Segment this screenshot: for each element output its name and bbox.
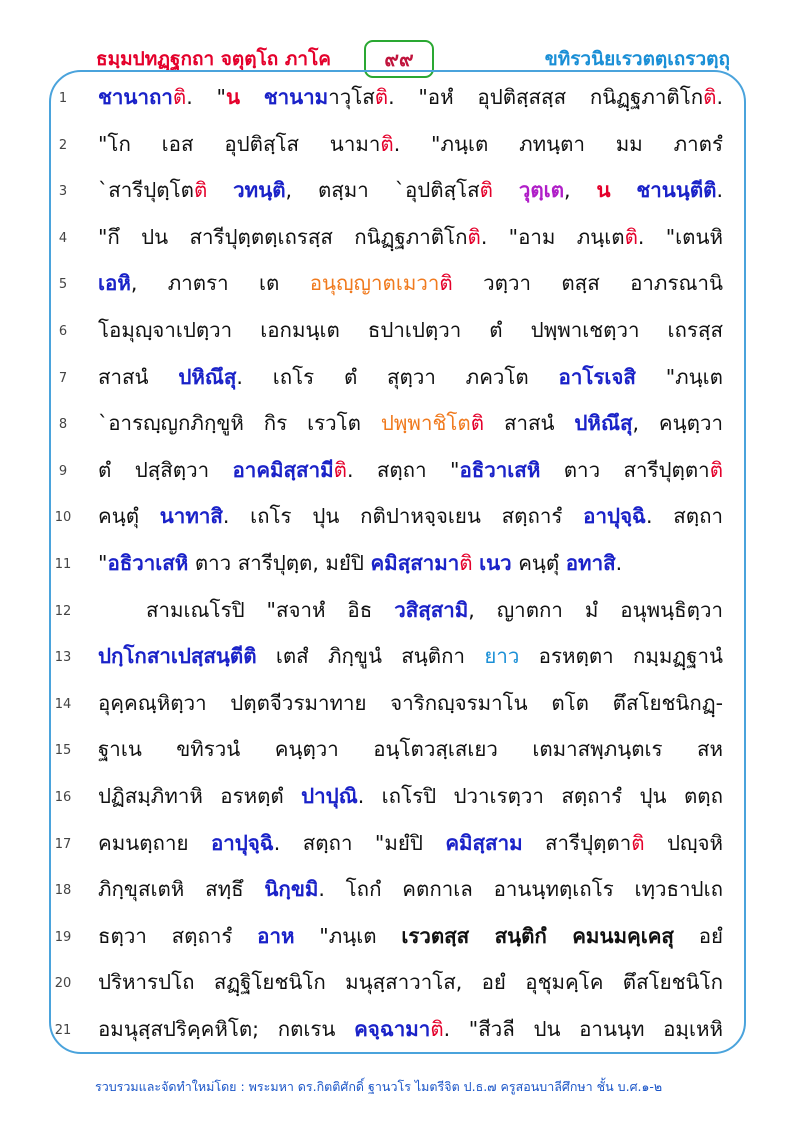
text-segment: . "เตนหิ [637,224,723,249]
line-number: 11 [54,557,72,572]
highlighted-word: ติ [470,411,485,436]
text-segment: . สตฺถา [645,504,723,529]
highlighted-word: นาทาสิ [159,504,223,529]
text-line [98,969,723,995]
highlighted-word: เนว [479,551,512,575]
line-number: 17 [54,836,72,852]
text-segment [240,85,264,109]
highlighted-word: อาโรเจสิ [558,364,636,389]
text-segment: . เถโร ปุน กติปาหจฺจเยน สตฺถารํ [222,504,584,529]
page-number-badge: ๙๙ [364,40,434,78]
line-number: 5 [58,277,68,293]
text-line [98,690,723,716]
line-number: 12 [54,603,72,619]
text-segment: ฐาเน ขทิรวนํ คนฺตฺวา อนฺโตวสฺเสเยว เตมาสพฺภนฺตเร สห [98,737,723,762]
text-segment: าวุโส [328,85,375,109]
highlighted-word: ติ [380,131,394,156]
text-line [98,410,723,436]
text-segment: . สตฺถา " [346,457,460,482]
text-segment: "โก เอส อุปติสฺโส นามา [98,131,381,156]
highlighted-word: เรวตสฺส สนฺติกํ คมนมคฺเคสุ [401,923,674,948]
highlighted-word: ปกฺโกสาเปสฺสนฺตีติ [98,644,257,669]
header-right-title: ขทิรวนิยเรวตตฺเถรวตฺถุ [544,48,730,70]
text-line [98,131,723,157]
highlighted-word: ติ [430,1017,444,1041]
highlighted-word: วุตฺเต [518,178,565,203]
text-line [98,597,723,623]
highlighted-word: วทนฺติ [233,178,286,203]
text-segment [610,178,636,202]
line-number: 18 [54,883,72,899]
text-line [98,830,723,856]
highlighted-word: น [225,85,240,109]
highlighted-word: ชานนฺ [636,178,690,203]
line-number: 13 [54,650,72,666]
highlighted-word: อธิวาเสหิ [459,457,541,482]
text-segment: , ภาตรา เต [130,271,310,296]
text-segment: " [98,551,108,575]
text-segment: ธตฺวา สตฺถารํ [98,923,258,948]
text-line [98,364,723,390]
highlighted-word: ชานาถา [98,85,173,109]
highlighted-word: ชานาม [263,85,329,109]
text-segment: โอมุญฺจาเปตฺวา เอกมนฺเต ธปาเปตฺวา ตํ ปพฺพาเชตฺวา เถรสฺส [98,318,723,342]
text-line [98,177,723,203]
text-line [98,643,723,669]
highlighted-word: อาปุจฺฉิ [210,830,274,855]
line-number: 7 [58,370,68,386]
highlighted-word: ตีติ [689,178,717,203]
highlighted-word: คจฺฉามา [354,1017,431,1041]
highlighted-word: ติ [703,85,717,109]
text-segment: . "อหํ อุปติสฺสสฺส กนิฏฺฐภาติโก [388,85,704,109]
text-segment: . [716,178,723,203]
text-segment: ภิกฺขุสเตหิ สทฺธึ [98,877,265,902]
text-segment: ตาว สารีปุตฺต, มยํปิ [188,551,371,575]
text-segment: ตาว สารีปุตฺตา [540,457,710,482]
text-segment: . โถกํ คตกาเล อานนฺทตฺเถโร เทฺวธาปเถ [318,877,723,902]
line-number: 4 [58,230,68,246]
text-segment: เตสํ ภิกฺขูนํ สนฺติกา [256,644,485,669]
header-left-title: ธมฺมปทฏฺฐกถา จตุตฺโถ ภาโค [96,48,332,70]
text-segment: , คนฺตฺวา [632,411,723,436]
text-segment: . สตฺถา "มยํปิ [273,830,446,855]
highlighted-word: นิกฺขมิ [264,877,319,902]
text-segment: , [564,178,597,203]
text-segment: คมนตฺถาย [98,830,211,855]
highlighted-word: ติ [333,457,347,482]
highlighted-word: เอหิ [98,271,131,296]
line-number: 8 [58,417,68,433]
highlighted-word: อาคมิสฺสามี [232,457,334,482]
text-segment: . เถโร ตํ สุตฺวา ภควโต [236,364,559,389]
line-number: 10 [54,510,72,526]
text-segment: . "ภนฺเต ภทนฺตา มม ภาตรํ [393,131,723,156]
highlighted-word: อนุญฺญาตเมวา [309,271,440,296]
line-number: 14 [54,696,72,712]
text-segment: อมนุสฺสปริคฺคหิโต; กตเรน [98,1017,355,1041]
text-segment: สาสนํ [484,411,575,436]
highlighted-word: ปหิณึสุ [178,364,237,389]
line-number: 21 [54,1023,72,1038]
text-segment: สาสนํ [98,364,179,389]
text-line [98,736,723,762]
line-number: 9 [58,463,68,479]
text-segment: คนฺตุํ [98,504,160,529]
highlighted-word: ติ [459,551,473,575]
text-segment: `อารญฺญกภิกฺขูหิ กิร เรวโต [98,411,381,436]
highlighted-word: ติ [374,85,389,109]
highlighted-word: ปาปุณิ [301,784,358,808]
text-segment: . "สีวลี ปน อานนฺท อมฺเหหิ [443,1017,723,1041]
text-segment [207,178,233,202]
highlighted-word: ติ [439,271,453,296]
text-segment: . " [186,85,226,109]
text-line [98,1016,723,1042]
highlighted-word: อทาสิ [565,551,616,575]
text-segment: , ญาตกา มํ อนุพนฺธิตฺวา [468,597,723,622]
text-line [98,84,723,110]
highlighted-word: วสิสฺสามิ [394,597,469,622]
text-segment: อุคฺคณฺหิตฺวา ปตฺตจีวรมาทาย จาริกญฺจรมาโน ตโต ตึสโยชนิกฏฺ- [98,690,723,715]
footer-credit: รวบรวมและจัดทำใหม่โดย : พระมหา ดร.กิตติศักดิ์ ฐานวโร ไมตรีจิต ป.ธ.๗ ครูสอนบาลีศึกษา ชั้น บ.ศ.๑-๒ [95,1079,663,1094]
text-segment: ปฏิสมฺภิทาหิ อรหตฺตํ [98,784,302,808]
text-line [98,317,723,343]
line-number: 2 [58,137,68,153]
text-line [98,876,723,902]
line-number: 3 [58,184,68,200]
text-segment: , ตสฺมา `อุปติสฺโส [285,178,480,203]
line-number: 19 [54,929,72,945]
highlighted-word: ติ [193,178,208,203]
highlighted-word: คมิสฺสามา [370,551,460,575]
text-segment: . "อาม ภนฺเต [480,224,625,249]
text-segment: ตํ ปสฺสิตฺวา [98,457,233,482]
highlighted-word: คมิสฺสาม [445,830,523,855]
text-segment: . [716,85,723,109]
highlighted-word: ติ [172,85,187,109]
line-number: 1 [58,91,68,106]
highlighted-word: น [596,178,611,203]
highlighted-word: ติ [467,224,481,249]
text-segment: . เถโรปิ ปวาเรตฺวา สตฺถารํ ปุน ตตฺถ [357,784,723,808]
text-segment: ปญฺจหิ [644,830,723,855]
highlighted-word: ติ [709,457,724,482]
highlighted-word: ติ [624,224,638,249]
text-line [98,503,723,529]
text-line [98,270,723,296]
text-segment: คนฺตุํ [511,551,566,575]
highlighted-word: ติ [479,178,493,203]
text-line [98,923,723,949]
highlighted-word: ปหิณึสุ [574,411,633,436]
highlighted-word: อธิวาเสหิ [107,551,189,575]
line-number: 6 [58,324,68,339]
text-segment: "กึ ปน สารีปุตฺตตฺเถรสฺส กนิฏฺฐภาติโก [98,224,468,249]
text-segment: วตฺวา ตสฺส อาภรณานิ [452,271,723,296]
text-segment: "ภนฺเต [635,364,723,389]
text-segment [493,178,519,202]
text-segment: อรหตฺตา กมฺมฏฺฐานํ [519,644,723,669]
text-segment: "ภนฺเต [294,923,402,948]
line-number: 16 [54,790,72,805]
text-segment: `สารีปุตฺโต [98,178,194,203]
highlighted-word: อาห [257,923,295,948]
highlighted-word: ติ [631,830,645,855]
text-segment: สามเณโรปิ "สจาหํ อิธ [146,597,395,622]
text-line [98,550,723,576]
text-segment: . [615,551,623,575]
line-number: 15 [54,743,72,759]
text-line [98,224,723,250]
text-segment: ปริหารปโถ สฏฺฐิโยชนิโก มนุสฺสาวาโส, อยํ อุชุมคฺโค ตึสโยชนิโก [98,970,723,995]
text-segment: สารีปุตฺตา [522,830,632,855]
line-number: 20 [54,976,72,992]
highlighted-word: ยาว [484,644,520,669]
highlighted-word: ปพฺพาชิโต [380,411,471,436]
text-line [98,783,723,809]
text-line [98,457,723,483]
highlighted-word: อาปุจฺฉิ [583,504,646,529]
text-segment: อยํ [673,923,724,948]
